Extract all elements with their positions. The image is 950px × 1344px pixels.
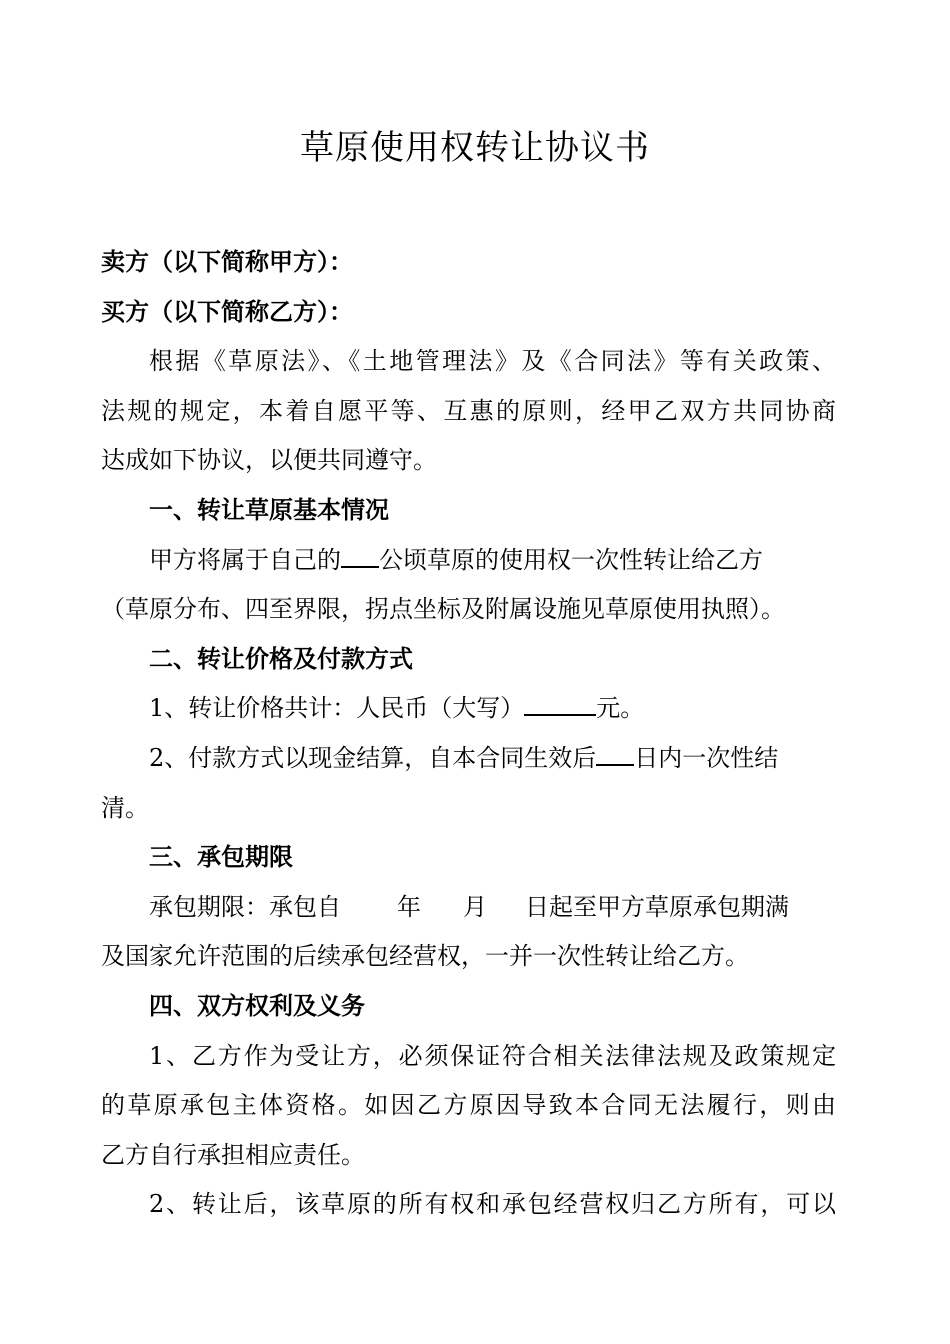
intro-line-2: 法规的规定，本着自愿平等、互惠的原则，经甲乙双方共同协商	[101, 396, 836, 425]
section-2-item-2-cont: 清。	[101, 793, 149, 822]
section-2-item-1	[101, 684, 836, 734]
section-1-text-b: 公顷草原的使用权一次性转让给乙方	[379, 545, 763, 574]
payment-text-b: 日内一次性结	[634, 743, 779, 772]
section-3-line-2: 及国家允许范围的后续承包经营权，一并一次性转让给乙方。	[101, 942, 749, 971]
price-text-a: 1、转让价格共计：人民币（大写）	[149, 694, 525, 723]
intro-line-1: 根据《草原法》、《土地管理法》及《合同法》等有关政策、	[149, 347, 836, 376]
section-4-item-2: 2、转让后，该草原的所有权和承包经营权归乙方所有，可以	[149, 1190, 836, 1219]
section-4-item-1-line-1: 1、乙方作为受让方，必须保证符合相关法律法规及政策规定	[149, 1041, 836, 1070]
section-1-line-1	[101, 536, 836, 586]
term-text-a: 承包期限：承包自	[149, 892, 341, 921]
payment-text-a: 2、付款方式以现金结算，自本合同生效后	[149, 743, 597, 772]
section-3-line-1	[101, 883, 836, 933]
section-4-item-1-line-2: 的草原承包主体资格。如因乙方原因导致本合同无法履行，则由	[101, 1091, 836, 1120]
section-2-item-2	[101, 734, 836, 784]
days-blank	[596, 738, 634, 766]
intro-line-3: 达成如下协议，以便共同遵守。	[101, 446, 437, 475]
buyer-line: 买方（以下简称乙方）：	[101, 297, 353, 326]
seller-line: 卖方（以下简称甲方）：	[101, 248, 353, 276]
document-body	[101, 238, 836, 1230]
document-title: 草原使用权转让协议书	[300, 128, 650, 168]
term-month: 月	[463, 892, 487, 921]
term-text-b: 日起至甲方草原承包期满	[525, 892, 789, 921]
price-blank	[524, 688, 596, 716]
section-3-heading: 三、承包期限	[149, 843, 293, 872]
section-4-heading: 四、双方权利及义务	[149, 991, 365, 1020]
section-2-heading: 二、转让价格及付款方式	[149, 644, 413, 673]
section-4-item-1-line-3: 乙方自行承担相应责任。	[101, 1140, 365, 1169]
section-1-line-2: （草原分布、四至界限，拐点坐标及附属设施见草原使用执照）。	[101, 595, 785, 624]
area-blank	[341, 540, 379, 568]
term-year: 年	[397, 892, 421, 921]
section-1-heading: 一、转让草原基本情况	[149, 495, 389, 524]
section-1-text-a: 甲方将属于自己的	[149, 545, 341, 574]
price-text-b: 元。	[596, 694, 645, 723]
